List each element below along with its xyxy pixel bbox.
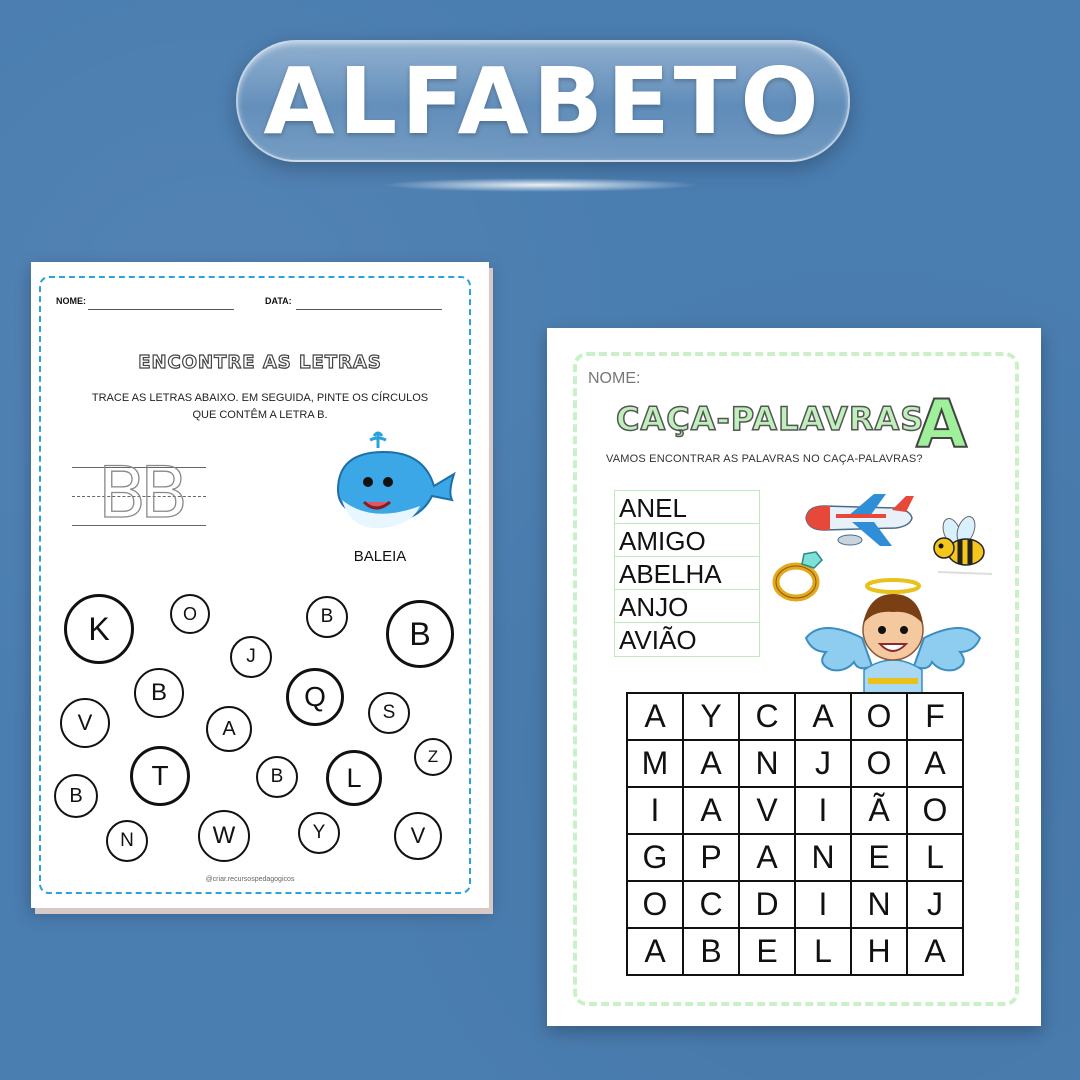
grid-cell[interactable]: C bbox=[684, 882, 740, 929]
word-list-item: AVIÃO bbox=[619, 625, 697, 655]
letter-circle[interactable]: N bbox=[106, 820, 148, 862]
data-line bbox=[296, 309, 442, 310]
grid-cell[interactable]: H bbox=[852, 929, 908, 976]
grid-cell[interactable]: P bbox=[684, 835, 740, 882]
grid-cell[interactable]: A bbox=[684, 788, 740, 835]
credit-text: @criar.recursospedagogicos bbox=[205, 876, 295, 883]
instruction-text: VAMOS ENCONTRAR AS PALAVRAS NO CAÇA-PALAVRAS? bbox=[606, 453, 923, 465]
word-list-item: ABELHA bbox=[615, 557, 759, 590]
nome-label: NOME: bbox=[56, 296, 86, 306]
word-list bbox=[614, 490, 760, 657]
letter-circle[interactable]: V bbox=[394, 812, 442, 860]
nome-line bbox=[88, 309, 234, 310]
grid-cell[interactable]: D bbox=[740, 882, 796, 929]
letter-circle[interactable]: Q bbox=[286, 668, 344, 726]
worksheet-heading: CAÇA-PALAVRAS bbox=[616, 400, 925, 438]
grid-cell[interactable]: A bbox=[908, 741, 964, 788]
word-search-grid bbox=[626, 692, 964, 976]
grid-cell[interactable]: A bbox=[908, 929, 964, 976]
grid-cell[interactable]: O bbox=[852, 741, 908, 788]
grid-cell[interactable]: O bbox=[908, 788, 964, 835]
letter-circle[interactable]: J bbox=[230, 636, 272, 678]
grid-cell[interactable]: E bbox=[852, 835, 908, 882]
word-list-item: ANJO bbox=[615, 590, 759, 623]
page-title: ALFABETO bbox=[263, 47, 823, 155]
instruction-line-1: TRACE AS LETRAS ABAIXO. EM SEGUIDA, PINTE OS CÍRCULOS bbox=[91, 392, 429, 404]
instruction-text bbox=[60, 390, 460, 424]
trace-letter: B bbox=[98, 452, 147, 534]
grid-cell[interactable]: C bbox=[740, 694, 796, 741]
grid-cell[interactable]: N bbox=[852, 882, 908, 929]
letter-circle[interactable]: O bbox=[170, 594, 210, 634]
airplane-icon bbox=[800, 492, 916, 552]
grid-cell[interactable]: O bbox=[628, 882, 684, 929]
letter-circle[interactable]: Y bbox=[298, 812, 340, 854]
grid-cell[interactable]: A bbox=[796, 694, 852, 741]
grid-cell[interactable]: J bbox=[908, 882, 964, 929]
grid-cell[interactable]: A bbox=[740, 835, 796, 882]
grid-cell[interactable]: M bbox=[628, 741, 684, 788]
letter-circle[interactable]: B bbox=[134, 668, 184, 718]
nome-label: NOME: bbox=[588, 370, 641, 387]
letter-circle[interactable]: B bbox=[54, 774, 98, 818]
bee-icon bbox=[928, 512, 994, 578]
grid-cell[interactable]: G bbox=[628, 835, 684, 882]
letter-circle[interactable]: B bbox=[386, 600, 454, 668]
grid-cell[interactable]: A bbox=[628, 929, 684, 976]
animal-label: BALEIA bbox=[353, 548, 407, 565]
whale-icon bbox=[328, 430, 458, 540]
grid-cell[interactable]: F bbox=[908, 694, 964, 741]
grid-cell[interactable]: I bbox=[796, 788, 852, 835]
word-list-item: AMIGO bbox=[615, 524, 759, 557]
grid-cell[interactable]: E bbox=[740, 929, 796, 976]
data-label: DATA: bbox=[265, 296, 292, 306]
letter-circle[interactable]: T bbox=[130, 746, 190, 806]
grid-cell[interactable]: N bbox=[740, 741, 796, 788]
letter-circle[interactable]: L bbox=[326, 750, 382, 806]
word-list-item: ANEL bbox=[615, 491, 759, 524]
grid-cell[interactable]: B bbox=[684, 929, 740, 976]
letter-circle[interactable]: V bbox=[60, 698, 110, 748]
title-banner bbox=[236, 40, 850, 162]
instruction-line-2: QUE CONTÊM A LETRA B. bbox=[192, 409, 328, 421]
grid-cell[interactable]: I bbox=[796, 882, 852, 929]
letter-circle[interactable]: B bbox=[306, 596, 348, 638]
grid-cell[interactable]: N bbox=[796, 835, 852, 882]
title-glow bbox=[380, 178, 700, 192]
grid-cell[interactable]: O bbox=[852, 694, 908, 741]
letter-circle[interactable]: K bbox=[64, 594, 134, 664]
worksheet-heading: ENCONTRE AS LETRAS bbox=[138, 352, 382, 373]
letter-circle[interactable]: Z bbox=[414, 738, 452, 776]
grid-cell[interactable]: Y bbox=[684, 694, 740, 741]
letter-circle[interactable]: S bbox=[368, 692, 410, 734]
grid-cell[interactable]: I bbox=[628, 788, 684, 835]
grid-cell[interactable]: L bbox=[796, 929, 852, 976]
grid-cell[interactable]: L bbox=[908, 835, 964, 882]
grid-cell[interactable]: J bbox=[796, 741, 852, 788]
grid-cell[interactable]: A bbox=[628, 694, 684, 741]
trace-letter: B bbox=[140, 452, 189, 534]
letter-circle[interactable]: B bbox=[256, 756, 298, 798]
grid-cell[interactable]: V bbox=[740, 788, 796, 835]
grid-cell[interactable]: Ã bbox=[852, 788, 908, 835]
letter-circle[interactable]: A bbox=[206, 706, 252, 752]
featured-letter: A bbox=[916, 386, 968, 463]
grid-cell[interactable]: A bbox=[684, 741, 740, 788]
angel-icon bbox=[802, 578, 984, 694]
letter-circle[interactable]: W bbox=[198, 810, 250, 862]
